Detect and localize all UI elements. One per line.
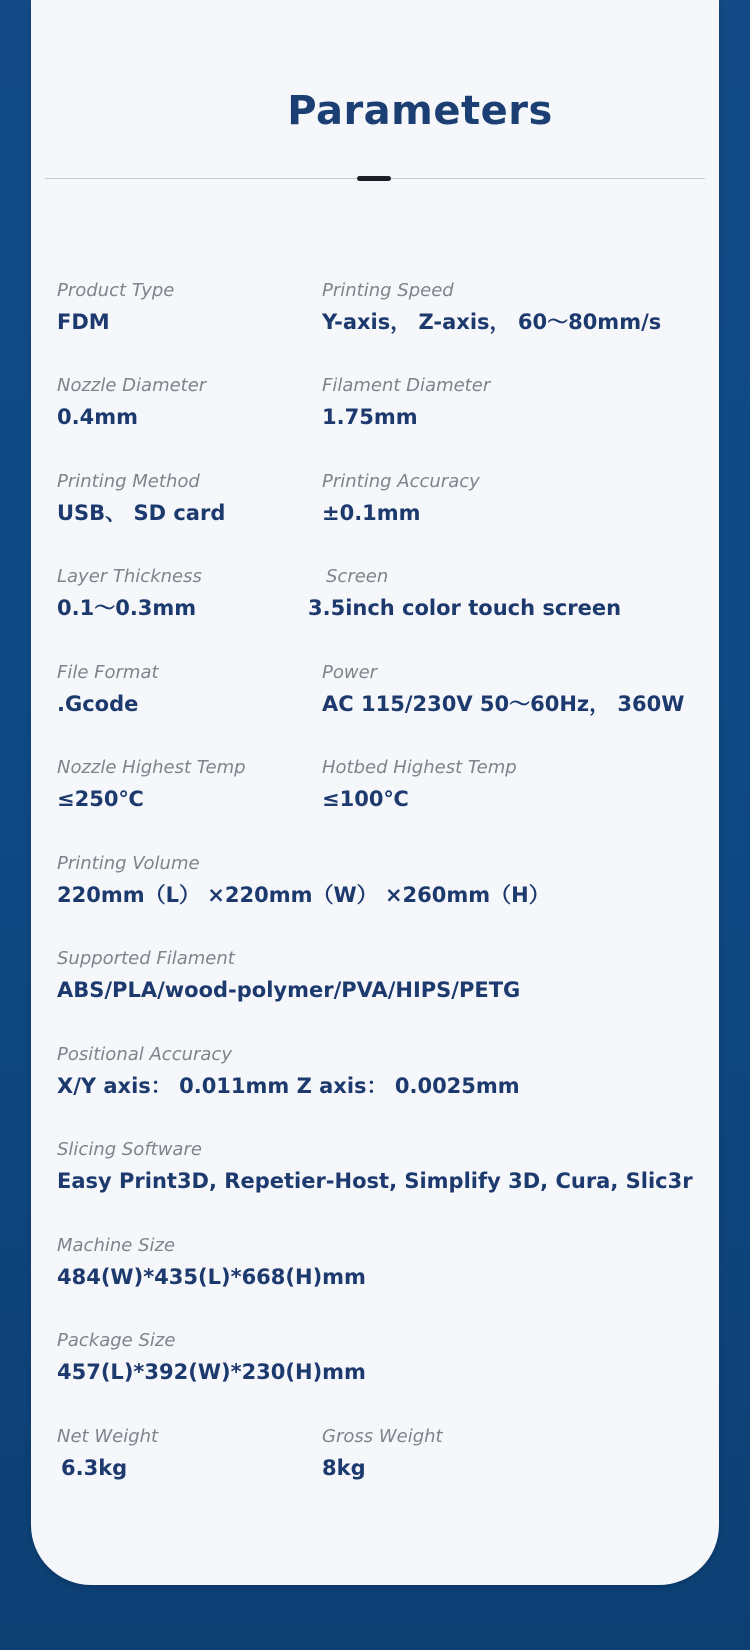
spec-value: Y-axis， Z-axis， 60～80mm/s: [322, 310, 662, 334]
spec-value: 3.5inch color touch screen: [308, 596, 622, 620]
spec-label: Printing Volume: [57, 853, 200, 874]
spec-package-size: [57, 1330, 366, 1386]
spec-value: 220mm（L） ×220mm（W） ×260mm（H）: [57, 883, 550, 907]
spec-positional-accuracy: [57, 1044, 520, 1100]
spec-label: Slicing Software: [57, 1139, 202, 1160]
spec-label: Machine Size: [57, 1235, 176, 1256]
spec-label: Printing Method: [57, 471, 200, 492]
spec-value: 6.3kg: [61, 1456, 128, 1480]
spec-label: Layer Thickness: [57, 566, 202, 587]
spec-value: Easy Print3D, Repetier-Host, Simplify 3D, Cura, Slic3r: [57, 1169, 693, 1193]
spec-value: ABS/PLA/wood-polymer/PVA/HIPS/PETG: [57, 978, 521, 1002]
spec-label: File Format: [57, 662, 159, 683]
spec-hotbed-highest-temp: [322, 757, 517, 813]
spec-machine-size: [57, 1235, 366, 1291]
spec-label: Supported Filament: [57, 948, 235, 969]
spec-file-format: [57, 662, 159, 718]
spec-value: 457(L)*392(W)*230(H)mm: [57, 1360, 366, 1384]
spec-value: .Gcode: [57, 692, 139, 716]
spec-printing-method: [57, 471, 225, 527]
spec-label: Power: [322, 662, 378, 683]
spec-nozzle-highest-temp: [57, 757, 246, 813]
spec-printing-speed: [322, 280, 661, 336]
spec-filament-diameter: [322, 375, 490, 431]
spec-label: Positional Accuracy: [57, 1044, 232, 1065]
spec-layer-thickness: [57, 566, 202, 622]
spec-value: USB、 SD card: [57, 501, 226, 525]
spec-label: Gross Weight: [322, 1426, 443, 1447]
spec-value: ≤100℃: [322, 787, 409, 811]
spec-label: Net Weight: [57, 1426, 159, 1447]
spec-value: 0.4mm: [57, 405, 138, 429]
spec-label: Product Type: [57, 280, 175, 301]
parameters-card: [31, 0, 719, 1585]
spec-product-type: [57, 280, 174, 336]
spec-gross-weight: [322, 1426, 443, 1482]
spec-label: Screen: [326, 566, 389, 587]
spec-label: Filament Diameter: [322, 375, 491, 396]
spec-nozzle-diameter: [57, 375, 206, 431]
spec-supported-filament: [57, 948, 520, 1004]
spec-value: 484(W)*435(L)*668(H)mm: [57, 1265, 366, 1289]
spec-printing-accuracy: [322, 471, 480, 527]
spec-value: ±0.1mm: [322, 501, 421, 525]
spec-label: Printing Speed: [322, 280, 454, 301]
spec-value: AC 115/230V 50～60Hz， 360W: [322, 692, 685, 716]
spec-value: 1.75mm: [322, 405, 418, 429]
spec-screen: [308, 566, 621, 622]
page-title: Parameters: [287, 88, 553, 134]
spec-value: 8kg: [322, 1456, 366, 1480]
spec-value: FDM: [57, 310, 110, 334]
spec-net-weight: [57, 1426, 158, 1482]
spec-label: Printing Accuracy: [322, 471, 480, 492]
spec-label: Hotbed Highest Temp: [322, 757, 517, 778]
spec-power: [322, 662, 684, 718]
spec-label: Nozzle Highest Temp: [57, 757, 246, 778]
spec-value: 0.1～0.3mm: [57, 596, 197, 620]
spec-value: ≤250℃: [57, 787, 144, 811]
spec-label: Nozzle Diameter: [57, 375, 207, 396]
spec-value: X/Y axis： 0.011mm Z axis： 0.0025mm: [57, 1074, 520, 1098]
spec-printing-volume: [57, 853, 550, 909]
divider-accent: [357, 176, 391, 181]
spec-label: Package Size: [57, 1330, 176, 1351]
spec-slicing-software: [57, 1139, 693, 1195]
